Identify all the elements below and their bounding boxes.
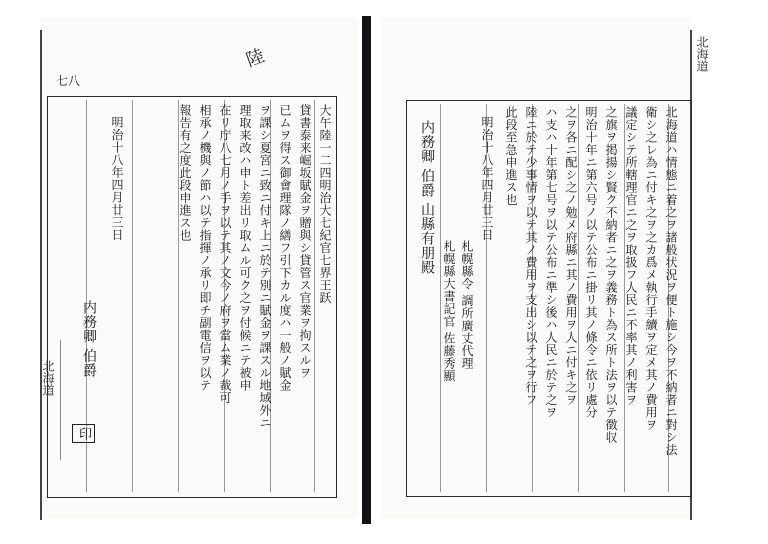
sender-line: 札幌縣大書記官 佐藤秀顯: [442, 240, 456, 382]
page-number: 七八: [56, 74, 81, 88]
text-column: 陸ニ於テ少事情ヲ以テ其ノ費用ヲ支出シ以テ之ヲ行フ: [524, 106, 538, 406]
seal-stamp: 印: [72, 424, 95, 443]
rule-line: [440, 104, 441, 492]
rule-line: [578, 104, 579, 492]
text-column: 相承ノ機與ノ節ハ以テ指揮ノ承リ即チ副電信ヲ以テ: [198, 104, 212, 392]
text-column: 之旗ヲ掲揚シ賢ク不納者ニ之ヲ義務ト為ス所ト法ヲ以テ徴収: [604, 106, 618, 444]
text-column: 北海道ハ情態ニ着之ヲ諸般状況ヲ便ト施シ今ヲ不納者ニ對シ法: [664, 106, 678, 456]
header-mark: 陸: [243, 45, 268, 72]
rule-line: [132, 100, 133, 492]
rule-line: [314, 100, 315, 492]
book-binding: [362, 16, 371, 524]
margin-box: [50, 340, 61, 460]
text-column: 報告有之度此段申進ス也: [178, 104, 192, 242]
text-column: ハ支ハ十年第七号ヲ以テ公布ニ準シ後ハ人民ニ於テ之ヲ: [544, 106, 558, 419]
date-line: 明治十八年四月廿三日: [110, 116, 124, 241]
margin-label: 北海道: [41, 360, 55, 396]
text-column: 議定シテ所轄理官ニ之ヲ取扱フ人民ニ不率其ノ利害ヲ: [624, 106, 638, 406]
date-line: 明治十八年四月廿三日: [480, 116, 494, 241]
addressee: 内務卿 伯爵 山縣有朋殿: [419, 120, 435, 275]
margin-label: 北海道: [695, 36, 709, 72]
text-column: 之ヲ各ニ配シ之ノ勉メ府縣ニ其ノ費用ヲ人ニ付キ之ヲ: [564, 106, 578, 406]
text-column: ヲ課シ夏宮ニ致ニ付キ上ニ於テ別ニ賦金ヲ課スル地域外ニ: [258, 104, 272, 429]
text-column: 理取来改ハ申ト差出リ取ムル可ク之ヲ付候ニテ被申: [238, 104, 252, 392]
text-column: 在リ庁八七月ノ手ヲ以テ其ノ文今ノ府ヲ當ム業ノ裁可: [218, 104, 232, 404]
signature: 内務卿 伯爵: [81, 300, 97, 378]
document-title: 大午陸一二四明治大七紀官七界王跃: [318, 104, 332, 304]
text-column: 已ムヲ得ス御會理隊ノ繕フ引下カル度ハ一般ノ賦金: [278, 104, 292, 392]
text-column: 明治十年ニ第六号ノ以テ公布ニ掛リ其ノ條令ニ依リ處分: [584, 106, 598, 419]
left-page-edge: [40, 30, 42, 520]
text-column: 此段至急申進ス也: [504, 106, 518, 206]
text-column: 衛シ之レ為ニ付キ之ヲ之カ爲メ執行手續ヲ定メ其ノ費用ヲ: [644, 106, 658, 431]
sender-line: 札幌縣令 調所廣丈代理: [460, 240, 474, 370]
text-column: 貸書泰来崛坂賦金ヲ贈與シ貸管ス官業ヲ拘スルヲ: [298, 104, 312, 379]
